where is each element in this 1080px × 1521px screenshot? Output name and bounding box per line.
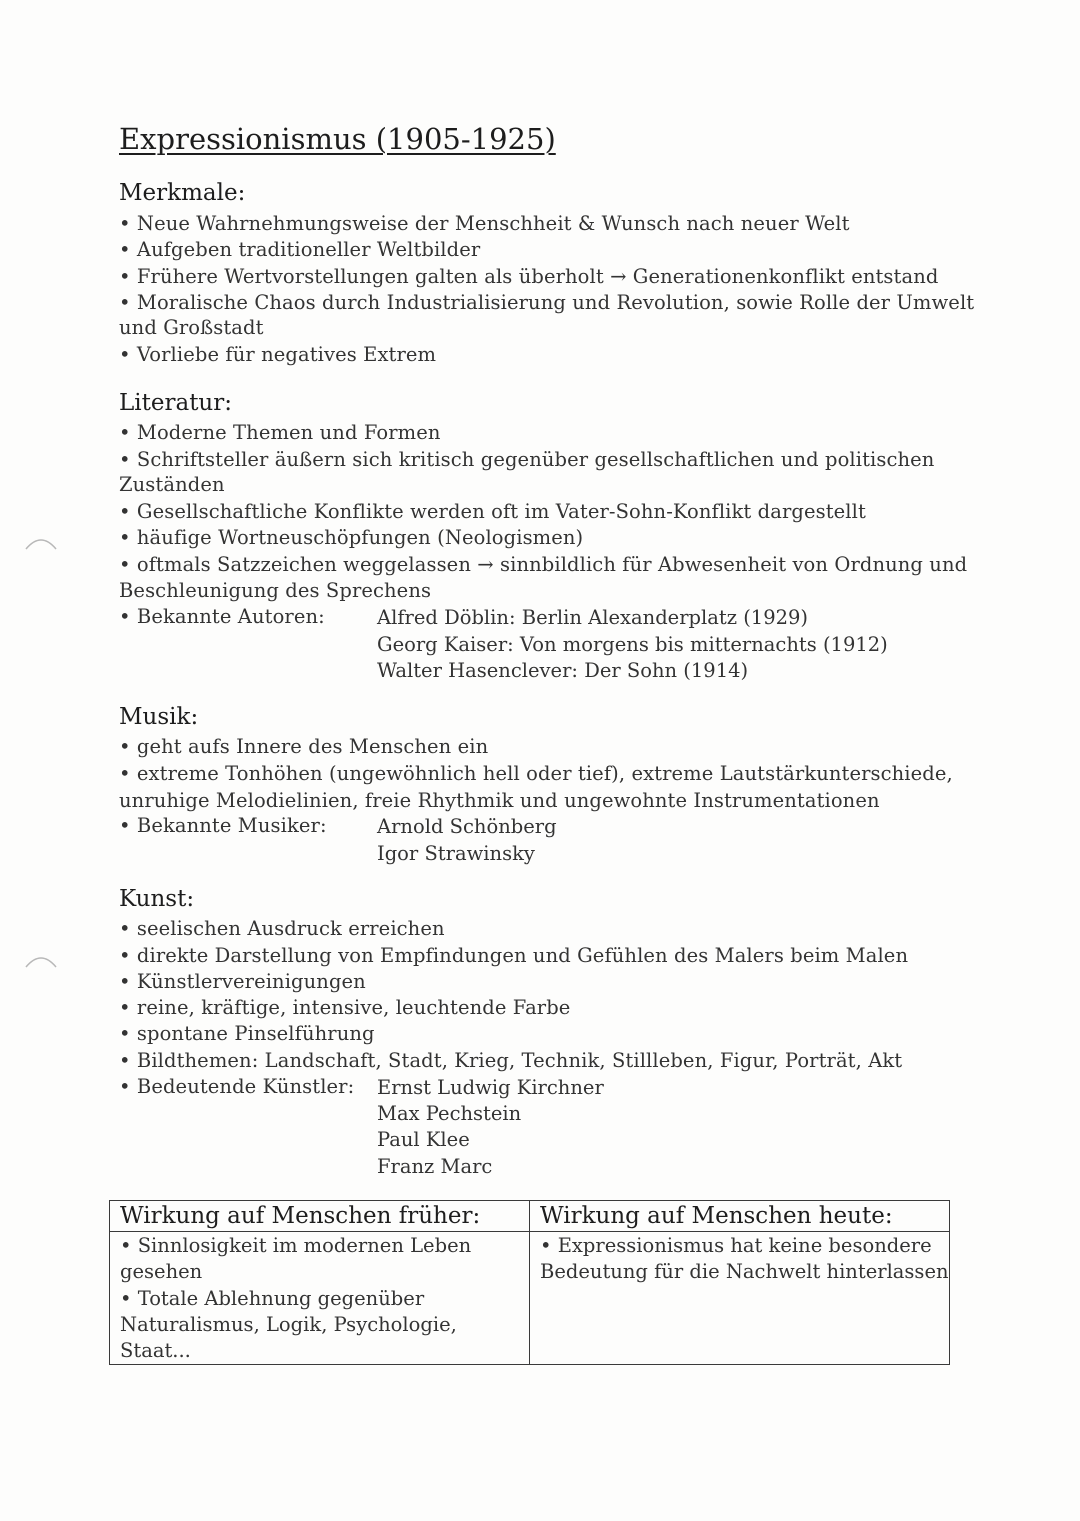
table-cell-line: Staat... [120,1339,191,1363]
literatur-author: Alfred Döblin: Berlin Alexanderplatz (1929) [377,606,809,629]
literatur-line: • Moderne Themen und Formen [119,421,441,444]
table-heading-frueher: Wirkung auf Menschen früher: [110,1201,530,1232]
musik-musician: Arnold Schönberg [377,815,557,838]
kunst-artist: Ernst Ludwig Kirchner [377,1076,604,1099]
literatur-line: Zuständen [119,473,225,496]
page-title: Expressionismus (1905-1925) [119,122,556,156]
merkmale-line: • Aufgeben traditioneller Weltbilder [119,238,481,261]
table-cell-heute [530,1232,950,1365]
musik-line: • extreme Tonhöhen (ungewöhnlich hell oder tief), extreme Lautstärkunterschiede, [119,762,953,785]
wirkung-table [109,1200,950,1365]
merkmale-line: • Vorliebe für negatives Extrem [119,343,437,366]
kunst-line: • direkte Darstellung von Empfindungen und Gefühlen des Malers beim Malen [119,944,909,967]
literatur-line: • Gesellschaftliche Konflikte werden oft im Vater-Sohn-Konflikt dargestellt [119,500,866,523]
table-heading-heute: Wirkung auf Menschen heute: [530,1201,950,1232]
kunst-list-label: • Bedeutende Künstler: [119,1075,355,1098]
table-cell-line: • Totale Ablehnung gegenüber [120,1286,425,1310]
kunst-line: • Künstlervereinigungen [119,970,366,993]
table-cell-line: • Sinnlosigkeit im modernen Leben [120,1234,472,1257]
literatur-author: Walter Hasenclever: Der Sohn (1914) [377,659,749,682]
musik-list-label: • Bekannte Musiker: [119,814,327,837]
merkmale-line: • Moralische Chaos durch Industrialisierung und Revolution, sowie Rolle der Umwelt [119,291,975,314]
merkmale-line: • Neue Wahrnehmungsweise der Menschheit & Wunsch nach neuer Welt [119,212,850,235]
kunst-line: • seelischen Ausdruck erreichen [119,917,445,940]
kunst-artist: Franz Marc [377,1155,493,1178]
kunst-line: • reine, kräftige, intensive, leuchtende Farbe [119,996,571,1019]
literatur-line: • häufige Wortneuschöpfungen (Neologismen) [119,526,584,549]
table-cell-frueher [110,1232,530,1365]
section-heading-literatur: Literatur: [119,390,232,416]
table-cell-line: Naturalismus, Logik, Psychologie, [120,1312,457,1336]
section-heading-kunst: Kunst: [119,886,195,912]
kunst-artist: Paul Klee [377,1128,470,1151]
section-heading-musik: Musik: [119,704,199,730]
musik-musician: Igor Strawinsky [377,842,535,865]
table-cell-line: • Expressionismus hat keine besondere [540,1234,932,1257]
section-heading-merkmale: Merkmale: [119,180,246,206]
kunst-line: • spontane Pinselführung [119,1022,375,1045]
musik-line: unruhige Melodielinien, freie Rhythmik und ungewohnte Instrumentationen [119,789,880,812]
musik-line: • geht aufs Innere des Menschen ein [119,735,489,758]
punch-hole-mark-icon [24,951,58,969]
merkmale-line: • Frühere Wertvorstellungen galten als überholt → Generationenkonflikt entstand [119,265,939,288]
kunst-line: • Bildthemen: Landschaft, Stadt, Krieg, Technik, Stillleben, Figur, Porträt, Akt [119,1049,903,1072]
literatur-line: • Schriftsteller äußern sich kritisch gegenüber gesellschaftlichen und politischen [119,448,935,471]
literatur-line: Beschleunigung des Sprechens [119,579,432,602]
literatur-line: • oftmals Satzzeichen weggelassen → sinnbildlich für Abwesenheit von Ordnung und [119,553,968,576]
table-cell-line: Bedeutung für die Nachwelt hinterlassen [540,1260,949,1284]
merkmale-line: und Großstadt [119,316,264,339]
literatur-list-label: • Bekannte Autoren: [119,605,325,628]
table-cell-line: gesehen [120,1260,203,1284]
literatur-author: Georg Kaiser: Von morgens bis mitternachts (1912) [377,633,888,656]
kunst-artist: Max Pechstein [377,1102,522,1125]
punch-hole-mark-icon [24,533,58,551]
